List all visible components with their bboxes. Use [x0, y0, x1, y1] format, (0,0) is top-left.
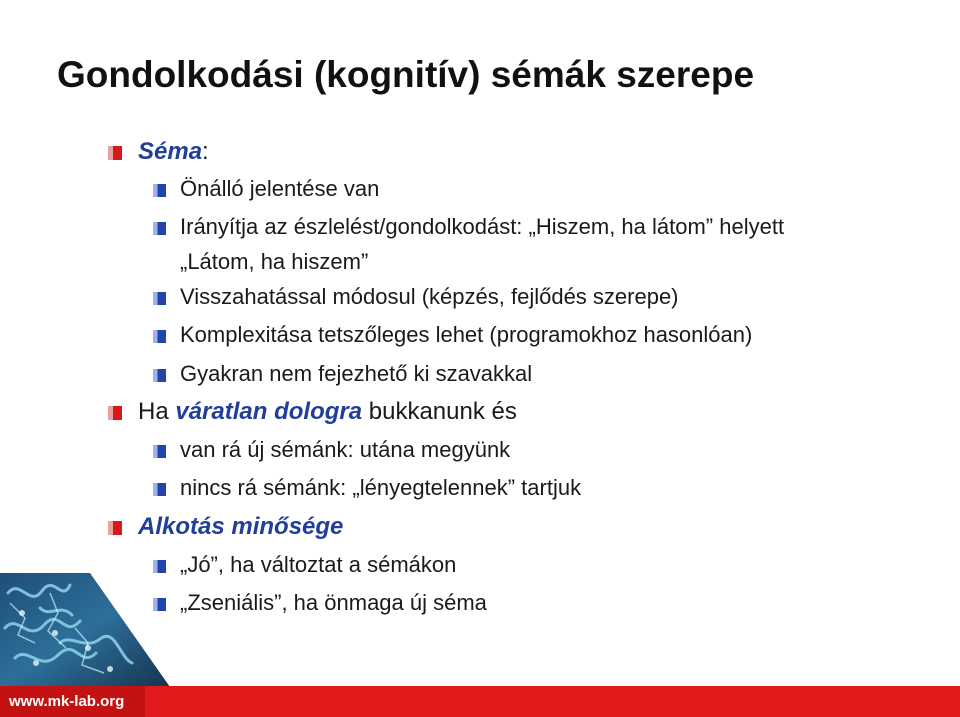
bullet-nincs-semank: nincs rá sémánk: „lényegtelennek” tartjuk — [180, 475, 582, 500]
bullet-onallo: Önálló jelentése van — [180, 176, 380, 201]
alkotas-heading: Alkotás minősége — [138, 513, 344, 540]
blue-bullet-icon — [153, 330, 166, 343]
red-bullet-icon — [108, 521, 122, 535]
bullet-sema — [138, 138, 209, 166]
molecule-image — [0, 573, 170, 687]
bullet-zsenialis: „Zseniális”, ha önmaga új séma — [180, 590, 487, 615]
bullet-gyakran: Gyakran nem fejezhető ki szavakkal — [180, 361, 533, 386]
sema-term: Séma — [138, 138, 203, 165]
blue-bullet-icon — [153, 560, 166, 573]
bullet-jo: „Jó”, ha változtat a sémákon — [180, 552, 457, 577]
bullet-iranyitja-line2: „Látom, ha hiszem” — [180, 249, 369, 274]
red-bullet-icon — [108, 406, 122, 420]
varatlan-emphasis: váratlan dologra — [175, 398, 363, 425]
blue-bullet-icon — [153, 369, 166, 382]
footer-logo: www.mk-lab.org — [0, 686, 145, 717]
varatlan-suffix: bukkanunk és — [362, 398, 517, 425]
blue-bullet-icon — [153, 222, 166, 235]
sema-colon: : — [202, 138, 209, 165]
bullet-alkotas — [138, 513, 343, 541]
blue-bullet-icon — [153, 184, 166, 197]
blue-bullet-icon — [153, 292, 166, 305]
bullet-iranyitja-line1: Irányítja az észlelést/gondolkodást: „Hiszem, ha látom” helyett — [180, 214, 785, 239]
bullet-komplexitas: Komplexitása tetszőleges lehet (programokhoz hasonlóan) — [180, 322, 753, 347]
blue-bullet-icon — [153, 483, 166, 496]
bullet-varatlan — [138, 398, 517, 426]
slide-title: Gondolkodási (kognitív) sémák szerepe — [57, 54, 755, 95]
varatlan-prefix: Ha — [138, 398, 176, 425]
bullet-van-semank: van rá új sémánk: utána megyünk — [180, 437, 511, 462]
blue-bullet-icon — [153, 445, 166, 458]
bullet-visszahatas: Visszahatással módosul (képzés, fejlődés szerepe) — [180, 284, 679, 309]
red-bullet-icon — [108, 146, 122, 160]
